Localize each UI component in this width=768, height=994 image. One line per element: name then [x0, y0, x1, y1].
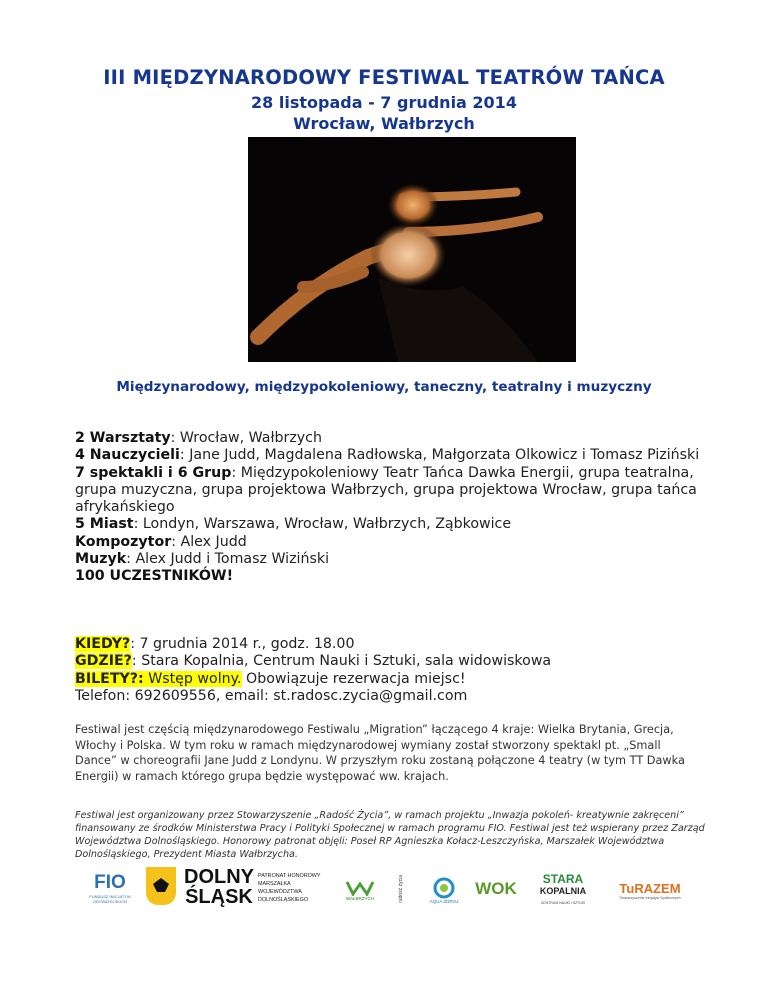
when-value: : 7 grudnia 2014 r., godz. 18.00 — [130, 636, 355, 652]
workshops-value: : Wrocław, Wałbrzych — [170, 430, 322, 446]
turazem-logo-text: TuRAZEM — [619, 880, 681, 896]
composer-label: Kompozytor — [75, 533, 172, 550]
turazem-logo — [602, 869, 698, 911]
aqua-zdroj-logo — [424, 869, 464, 911]
sponsor-logos — [72, 855, 720, 921]
shows-line — [75, 465, 715, 517]
patronat-label: PATRONAT HONOROWY MARSZAŁKA WOJEWÓDZTWA DOLNOŚLĄSKIEGO — [258, 873, 321, 903]
when-line — [75, 636, 725, 653]
where-line — [75, 653, 725, 670]
cities-value: : Londyn, Warszawa, Wrocław, Wałbrzych, Ząbkowice — [133, 516, 512, 533]
wok-logo — [470, 867, 522, 911]
stara-kopalnia-sub: CENTRUM NAUKI I SZTUKI — [540, 901, 586, 905]
fio-logo-subtext: FUNDUSZ INICJATYW OBYWATELSKICH — [89, 894, 131, 904]
cities-line — [75, 516, 715, 533]
festival-description: Festiwal jest częścią międzynarodowego Festiwalu „Migration” łączącego 4 kraje: Wielka Brytania, Grecja, Włochy i Polska. W tym roku w ramach międzynarodowej wymiany został stworzony spektakl pt. „Small Dance” w choreografii Jane Judd z Londynu. W przyszłym roku zostaną połączone 4 teatry (w tym TT Dawka Energii) w ramach którego grupa będzie występować ww. krajach. — [75, 723, 685, 783]
walbrzych-logo-text: WAŁBRZYCH — [345, 895, 375, 901]
dancers-photo — [248, 137, 576, 362]
event-details — [75, 636, 725, 705]
contact-line: Telefon: 692609556, email: st.radosc.zycia@gmail.com — [75, 687, 468, 704]
where-value: : Stara Kopalnia, Centrum Nauki i Sztuki, sala widowiskowa — [131, 653, 552, 670]
when-label: KIEDY? — [75, 636, 131, 652]
stara-kopalnia-line1: STARA — [542, 872, 584, 886]
composer-line — [75, 534, 715, 551]
stara-kopalnia-line2: KOPALNIA — [539, 886, 587, 896]
participants-count: 100 UCZESTNIKÓW! — [75, 568, 234, 585]
dolny-slask-logo-line2: ŚLĄSK — [185, 886, 253, 908]
teachers-label: 4 Nauczycieli — [75, 447, 180, 464]
participants-line — [75, 568, 715, 585]
dolny-slask-logo — [184, 863, 254, 911]
fio-logo — [80, 865, 140, 911]
shows-label: 7 spektakli i 6 Grup — [75, 464, 232, 481]
teachers-value: : Jane Judd, Magdalena Radłowska, Małgorzata Olkowicz i Tomasz Piziński — [179, 447, 700, 464]
dolny-slask-logo-line1: DOLNY — [184, 866, 254, 888]
festival-info — [75, 430, 715, 586]
tickets-free: Wstęp wolny. — [143, 670, 242, 687]
musician-line — [75, 551, 715, 568]
organizer-note: Festiwal jest organizowany przez Stowarzyszenie „Radość Życia”, w ramach projektu „Inwazja pokoleń- kreatywnie zakręceni” finansowany ze środków Ministerstwa Pracy i Polityki Społecznej w ramach programu FIO. Festiwal jest też wspierany przez Zarząd Województwa Dolnośląskiego. Honorowy patronat objęli: Poseł RP Agnieszka Kołacz-Leszczyńska, Marszałek Województwa Dolnośląskiego, Prezydent Miasta Wałbrzycha. — [75, 810, 705, 860]
turazem-sub: Stowarzyszenie Inicjatyw Społecznych — [619, 895, 681, 900]
aqua-zdroj-text: AQUA ZDROJ — [429, 898, 459, 904]
festival-subtitle: Międzynarodowy, międzypokoleniowy, taneczny, teatralny i muzyczny — [116, 379, 652, 395]
cities-label: 5 Miast — [75, 516, 134, 533]
fio-logo-text: FIO — [94, 872, 126, 893]
tickets-label: BILETY?: — [75, 670, 144, 687]
stara-kopalnia-logo — [528, 869, 598, 913]
radosc-zycia-text: radość życia — [398, 875, 404, 903]
composer-value: : Alex Judd — [171, 533, 247, 550]
where-label: GDZIE? — [75, 653, 132, 670]
walbrzych-logo — [340, 871, 380, 907]
workshops-line — [75, 430, 715, 447]
workshops-label: 2 Warsztaty — [75, 430, 171, 446]
tickets-note: Obowiązuje rezerwacja miejsc! — [241, 670, 466, 687]
festival-title: III MIĘDZYNARODOWY FESTIWAL TEATRÓW TAŃCA — [103, 66, 665, 89]
wok-logo-text: WOK — [475, 879, 517, 898]
musician-value: : Alex Judd i Tomasz Wiziński — [126, 551, 330, 568]
radosc-zycia-logo — [384, 867, 418, 911]
shows-value: : Międzypokoleniowy Teatr Tańca Dawka Energii, grupa teatralna, grupa muzyczna, grupa projektowa Wałbrzych, grupa projektowa Wrocław, grupa tańca afrykańskiego — [75, 464, 697, 516]
musician-label: Muzyk — [75, 551, 127, 568]
tickets-line — [75, 671, 725, 688]
patronat-text — [258, 865, 328, 911]
festival-dates: 28 listopada - 7 grudnia 2014 — [251, 93, 517, 112]
festival-cities: Wrocław, Wałbrzych — [293, 114, 475, 133]
coat-of-arms-icon — [146, 867, 176, 905]
teachers-line — [75, 447, 715, 464]
